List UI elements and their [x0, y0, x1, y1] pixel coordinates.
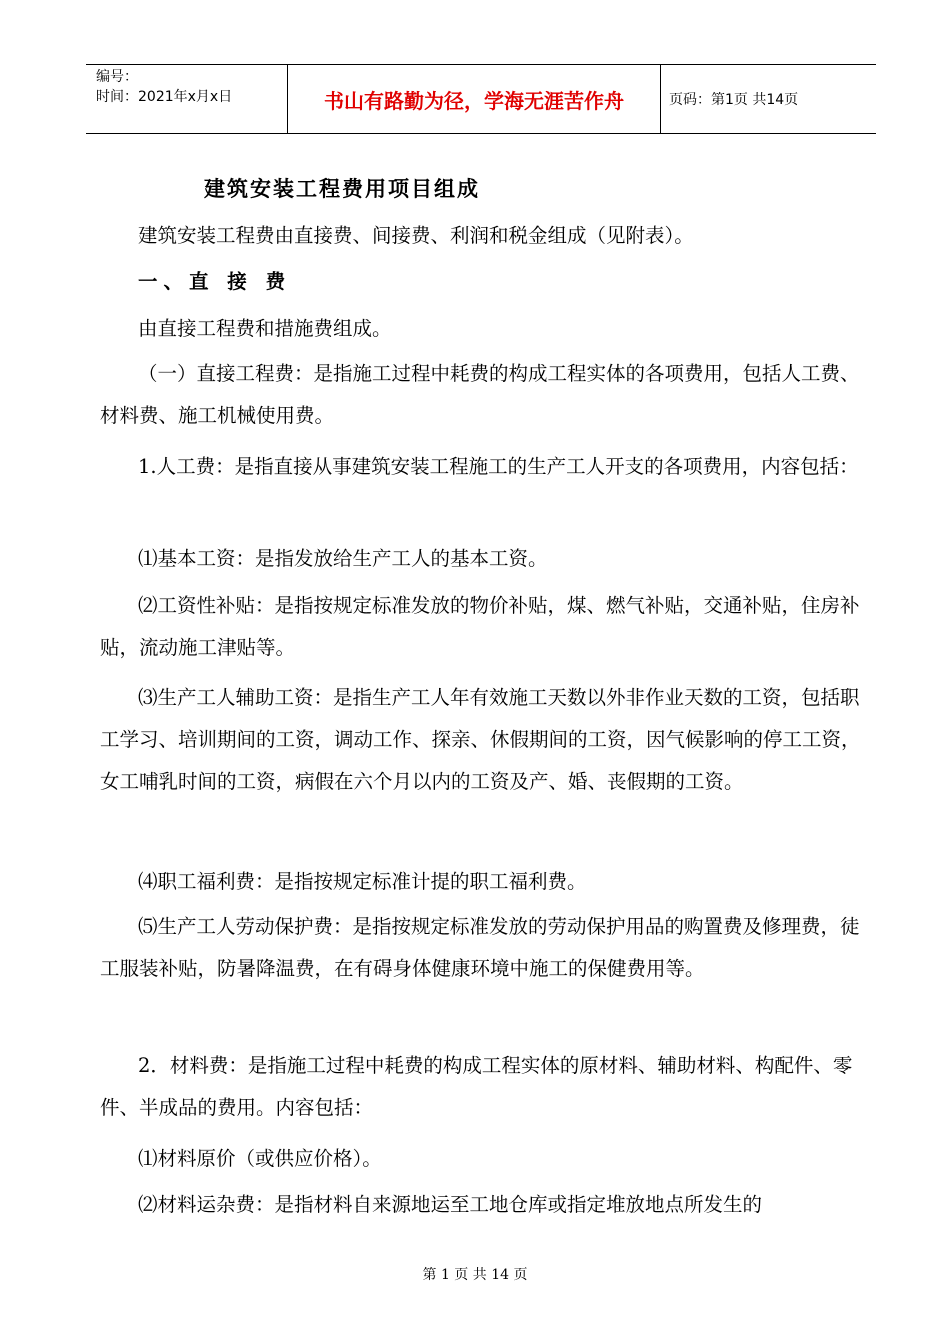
header-table [86, 64, 876, 134]
paragraph: ⑵工资性补贴：是指按规定标准发放的物价补贴，煤、燃气补贴，交通补贴，住房补贴，流动施工津贴等。 [100, 594, 860, 659]
header-motto: 书山有路勤为径，学海无涯苦作舟 [288, 65, 661, 133]
paragraph: （一）直接工程费：是指施工过程中耗费的构成工程实体的各项费用，包括人工费、材料费、施工机械使用费。 [100, 362, 860, 427]
paragraph-intro: 建筑安装工程费由直接费、间接费、利润和税金组成（见附表）。 [138, 224, 694, 247]
paragraph: ⑵材料运杂费：是指材料自来源地运至工地仓库或指定堆放地点所发生的 [138, 1193, 763, 1216]
paragraph: ⑸生产工人劳动保护费：是指按规定标准发放的劳动保护用品的购置费及修理费，徒工服装补贴，防暑降温费，在有碍身体健康环境中施工的保健费用等。 [100, 915, 860, 980]
paragraph: ⑴材料原价（或供应价格）。 [138, 1147, 382, 1170]
paragraph: 2．材料费：是指施工过程中耗费的构成工程实体的原材料、辅助材料、构配件、零件、半成品的费用。内容包括： [100, 1054, 853, 1119]
header-page-info: 页码：第1页 共14页 [669, 92, 799, 108]
section-heading: 一、直 接 费 [138, 270, 292, 293]
paragraph: ⑴基本工资：是指发放给生产工人的基本工资。 [138, 547, 548, 570]
paragraph: 由直接工程费和措施费组成。 [138, 317, 392, 340]
time-label: 时间：2021年x月x日 [96, 89, 233, 105]
paragraph: 1.人工费：是指直接从事建筑安装工程施工的生产工人开支的各项费用，内容包括： [138, 455, 859, 478]
page-footer: 第 1 页 共 14 页 [422, 1267, 528, 1283]
document-title: 建筑安装工程费用项目组成 [204, 176, 480, 201]
number-label: 编号： [96, 69, 138, 85]
paragraph: ⑷职工福利费：是指按规定标准计提的职工福利费。 [138, 870, 587, 893]
paragraph: ⑶生产工人辅助工资：是指生产工人年有效施工天数以外非作业天数的工资，包括职工学习、培训期间的工资，调动工作、探亲、休假期间的工资，因气候影响的停工工资，女工哺乳时间的工资，病假在六个月以内的工资及产、婚、丧假期的工资。 [100, 686, 861, 793]
header-meta-cell [86, 65, 288, 133]
